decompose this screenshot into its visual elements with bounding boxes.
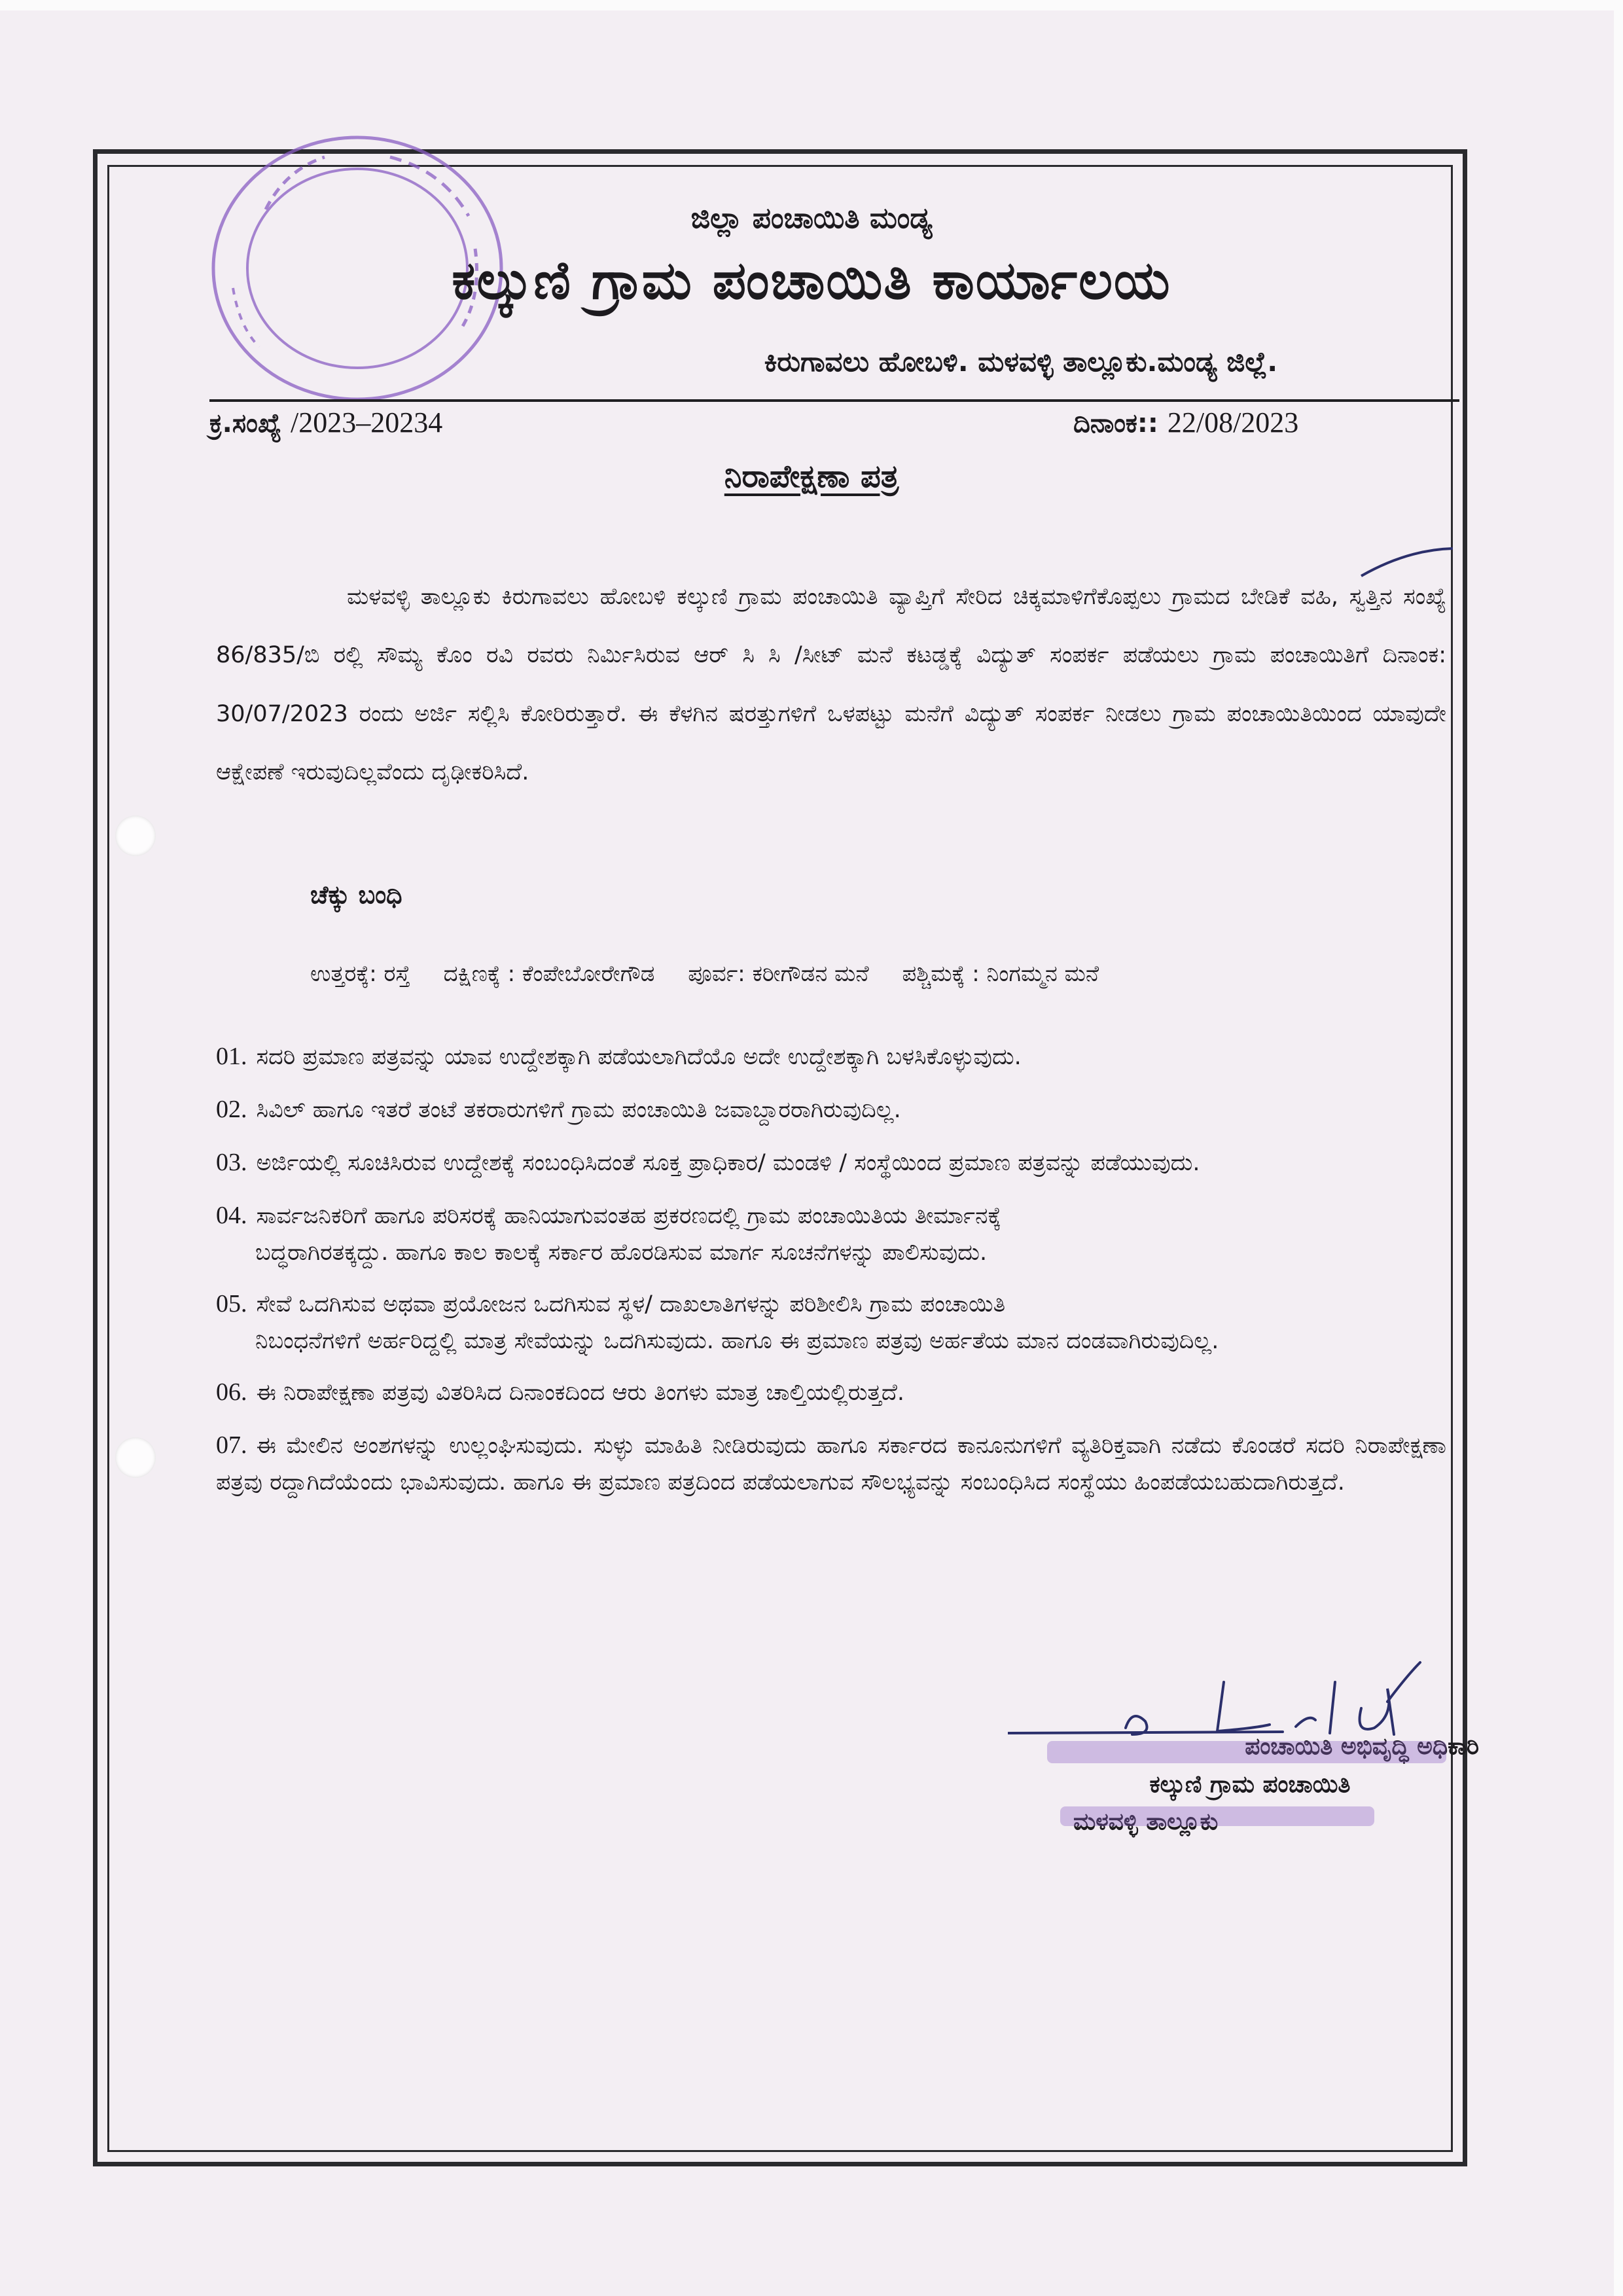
boundary-heading: ಚೆಕ್ಕು ಬಂಧಿ (310, 880, 402, 909)
condition-text: ಸಿವಿಲ್ ಹಾಗೂ ಇತರೆ ತಂಟೆ ತಕರಾರುಗಳಿಗೆ ಗ್ರಾಮ ಪಂಚಾಯಿತಿ ಜವಾಬ್ದಾರರಾಗಿರುವುದಿಲ್ಲ. (256, 1096, 901, 1123)
conditions-list (216, 1037, 1446, 1515)
document-title: ನಿರಾಪೇಕ್ಷಣಾ ಪತ್ರ (724, 458, 899, 495)
condition-item (216, 1196, 1446, 1270)
condition-number: 06. (216, 1378, 247, 1406)
boundary-west: ಪಶ್ಚಿಮಕ್ಕೆ : ನಿಂಗಮ್ಮನ ಮನೆ (902, 961, 1099, 987)
punch-hole-bottom (115, 1437, 156, 1478)
condition-continuation: ನಿಬಂಧನೆಗಳಿಗೆ ಅರ್ಹರಿದ್ದಲ್ಲಿ ಮಾತ್ರ ಸೇವೆಯನ್ನು ಒದಗಿಸುವುದು. ಹಾಗೂ ಈ ಪ್ರಮಾಣ ಪತ್ರವು ಅರ್ಹತೆಯ ಮಾನ ದಂಡವಾಗಿರುವುದಿಲ್ಲ. (255, 1327, 1219, 1354)
condition-number: 01. (216, 1043, 247, 1070)
scan-edge-right (1614, 0, 1623, 2296)
signatory-designation: ಪಂಚಾಯಿತಿ ಅಭಿವೃದ್ಧಿ ಅಧಿಕಾರಿ (1245, 1733, 1479, 1760)
condition-text: ಅರ್ಜಿಯಲ್ಲಿ ಸೂಚಿಸಿರುವ ಉದ್ದೇಶಕ್ಕೆ ಸಂಬಂಧಿಸಿದಂತೆ ಸೂಕ್ತ ಪ್ರಾಧಿಕಾರ/ ಮಂಡಳಿ / ಸಂಸ್ಥೆಯಿಂದ ಪ್ರಮಾಣ ಪತ್ರವನ್ನು ಪಡೆಯುವುದು. (256, 1149, 1200, 1176)
district-name: ಜಿಲ್ಲಾ ಪಂಚಾಯಿತಿ ಮಂಡ್ಯ (690, 202, 933, 235)
condition-number: 03. (216, 1148, 247, 1176)
reference-value: /2023–20234 (291, 406, 443, 439)
condition-text: ಸದರಿ ಪ್ರಮಾಣ ಪತ್ರವನ್ನು ಯಾವ ಉದ್ದೇಶಕ್ಕಾಗಿ ಪಡೆಯಲಾಗಿದೆಯೊ ಅದೇ ಉದ್ದೇಶಕ್ಕಾಗಿ ಬಳಸಿಕೊಳ್ಳುವುದು. (256, 1044, 1022, 1070)
date-label: ದಿನಾಂಕ:: (1073, 408, 1158, 439)
condition-text: ಸೇವೆ ಒದಗಿಸುವ ಅಥವಾ ಪ್ರಯೋಜನ ಒದಗಿಸುವ ಸ್ಥಳ/ ದಾಖಲಾತಿಗಳನ್ನು ಪರಿಶೀಲಿಸಿ ಗ್ರಾಮ ಪಂಚಾಯಿತಿ (256, 1291, 1006, 1318)
scan-edge-top (0, 0, 1623, 10)
signatory-block (1021, 1728, 1479, 1841)
condition-number: 05. (216, 1289, 247, 1318)
condition-number: 07. (216, 1431, 247, 1459)
reference-label: ಕ್ರ.ಸಂಖ್ಯೆ (209, 408, 282, 439)
condition-item (216, 1426, 1446, 1500)
office-address: ಕಿರುಗಾವಲು ಹೋಬಳಿ. ಮಳವಳ್ಳಿ ತಾಲ್ಲೂಕು.ಮಂಡ್ಯ ಜಿಲ್ಲೆ. (764, 346, 1278, 378)
condition-item (216, 1373, 1446, 1412)
boundary-east: ಪೂರ್ವ: ಕರೀಗೌಡನ ಮನೆ (688, 961, 869, 987)
condition-number: 02. (216, 1095, 247, 1123)
condition-text: ಈ ನಿರಾಪೇಕ್ಷಣಾ ಪತ್ರವು ವಿತರಿಸಿದ ದಿನಾಂಕದಿಂದ ಆರು ತಿಂಗಳು ಮಾತ್ರ ಚಾಲ್ತಿಯಲ್ಲಿರುತ್ತದೆ. (256, 1379, 905, 1406)
condition-item (216, 1037, 1446, 1076)
boundary-details (310, 961, 1462, 987)
condition-item (216, 1143, 1446, 1182)
boundary-south: ದಕ್ಷಿಣಕ್ಕೆ : ಕೆಂಪೇಬೋರೇಗೌಡ (443, 961, 655, 987)
condition-text: ಈ ಮೇಲಿನ ಅಂಶಗಳನ್ನು ಉಲ್ಲಂಘಿಸುವುದು. ಸುಳ್ಳು ಮಾಹಿತಿ ನೀಡಿರುವುದು ಹಾಗೂ ಸರ್ಕಾರದ ಕಾನೂನುಗಳಿಗೆ ವ್ಯತಿರಿಕ್ತವಾಗಿ ನಡೆದು ಕೊಂಡರೆ ಸದರಿ ನಿರಾಪೇಕ್ಷಣಾ ಪತ್ರವು ರದ್ದಾಗಿದೆಯೆಂದು ಭಾವಿಸುವುದು. ಹಾಗೂ ಈ ಪ್ರಮಾಣ ಪತ್ರದಿಂದ ಪಡೆಯಲಾಗುವ ಸೌಲಭ್ಯವನ್ನು ಸಂಬಂಧಿಸಿದ ಸಂಸ್ಥೆಯು ಹಿಂಪಡೆಯಬಹುದಾಗಿರುತ್ತದೆ. (216, 1432, 1446, 1496)
condition-continuation: ಬದ್ಧರಾಗಿರತಕ್ಕದ್ದು. ಹಾಗೂ ಕಾಲ ಕಾಲಕ್ಕೆ ಸರ್ಕಾರ ಹೊರಡಿಸುವ ಮಾರ್ಗ ಸೂಚನೆಗಳನ್ನು ಪಾಲಿಸುವುದು. (255, 1239, 988, 1266)
signatory-office: ಕಲ್ಕುಣಿ ಗ್ರಾಮ ಪಂಚಾಯಿತಿ (1149, 1770, 1351, 1798)
issue-date (1073, 406, 1298, 439)
condition-text: ಸಾರ್ವಜನಿಕರಿಗೆ ಹಾಗೂ ಪರಿಸರಕ್ಕೆ ಹಾನಿಯಾಗುವಂತಹ ಪ್ರಕರಣದಲ್ಲಿ ಗ್ರಾಮ ಪಂಚಾಯಿತಿಯ ತೀರ್ಮಾನಕ್ಕೆ (256, 1202, 1001, 1229)
header-divider (209, 399, 1459, 402)
reference-number (209, 406, 442, 439)
office-title: ಕಲ್ಕುಣಿ ಗ್ರಾಮ ಪಂಚಾಯಿತಿ ಕಾರ್ಯಾಲಯ (452, 250, 1171, 311)
condition-item (216, 1090, 1446, 1129)
punch-hole-top (115, 816, 156, 856)
condition-item (216, 1285, 1446, 1359)
date-value: 22/08/2023 (1167, 406, 1299, 439)
boundary-north: ಉತ್ತರಕ್ಕೆ: ರಸ್ತೆ (310, 961, 410, 987)
condition-number: 04. (216, 1201, 247, 1229)
signatory-taluk: ಮಳವಳ್ಳಿ ತಾಲ್ಲೂಕು (1073, 1808, 1219, 1836)
body-paragraph: ಮಳವಳ್ಳಿ ತಾಲ್ಲೂಕು ಕಿರುಗಾವಲು ಹೋಬಳಿ ಕಲ್ಕುಣಿ ಗ್ರಾಮ ಪಂಚಾಯಿತಿ ವ್ಯಾಪ್ತಿಗೆ ಸೇರಿದ ಚಿಕ್ಕಮಾಳಿಗೆಕೊಪ್ಪಲು ಗ್ರಾಮದ ಬೇಡಿಕೆ ವಹಿ, ಸ್ವತ್ತಿನ ಸಂಖ್ಯೆ 86/835/ಬಿ ರಲ್ಲಿ ಸೌಮ್ಯ ಕೊಂ ರವಿ ರವರು ನಿರ್ಮಿಸಿರುವ ಆರ್ ಸಿ ಸಿ /ಸೀಟ್ ಮನೆ ಕಟಡ್ಡಕ್ಕೆ ವಿದ್ಯುತ್ ಸಂಪರ್ಕ ಪಡೆಯಲು ಗ್ರಾಮ ಪಂಚಾಯಿತಿಗೆ ದಿನಾಂಕ: 30/07/2023 ರಂದು ಅರ್ಜಿ ಸಲ್ಲಿಸಿ ಕೋರಿರುತ್ತಾರೆ. ಈ ಕೆಳಗಿನ ಷರತ್ತುಗಳಿಗೆ ಒಳಪಟ್ಟು ಮನೆಗೆ ವಿದ್ಯುತ್ ಸಂಪರ್ಕ ನೀಡಲು ಗ್ರಾಮ ಪಂಚಾಯಿತಿಯಿಂದ ಯಾವುದೇ ಆಕ್ಷೇಪಣೆ ಇರುವುದಿಲ್ಲವೆಂದು ದೃಢೀಕರಿಸಿದೆ. (216, 584, 1446, 785)
